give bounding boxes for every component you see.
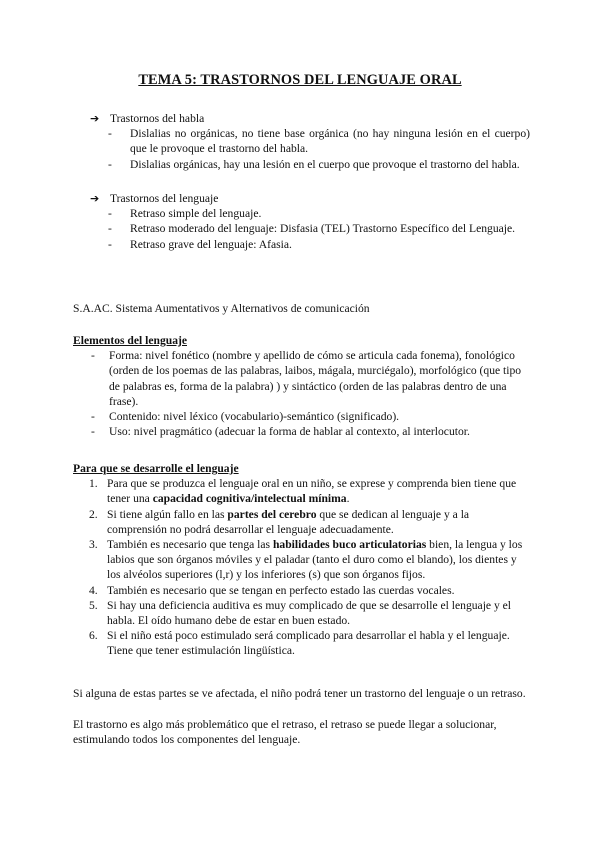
dash-bullet: - [108, 157, 112, 171]
list-item: - Retraso moderado del lenguaje: Disfasia (TEL) Trastorno Específico del Lenguaje. [108, 222, 516, 236]
list-item: - Forma: nivel fonético (nombre y apellido de cómo se articula cada fonema), fonológico (orden de los poemas de las palabras, laibos, mágala, murciégalo), morfológico (que tipo de palabras es, forma de la palabra) ) y sintáctico (orden de las palabras dentro de una frase). [91, 349, 522, 408]
page-title: TEMA 5: TRASTORNOS DEL LENGUAJE ORAL [138, 72, 462, 88]
list-item: 5. Si hay una deficiencia auditiva es muy complicado de que se desarrolle el lenguaje y el habla. El oído humano debe de estar en buen estado. [89, 598, 512, 628]
arrow-icon: ➔ [90, 112, 100, 125]
numbered-list [73, 476, 528, 658]
outline-label: Trastornos del lenguaje [110, 192, 219, 205]
list-item: - Contenido: nivel léxico (vocabulario)-semántico (significado). [91, 410, 400, 424]
closing-paragraph: El trastorno es algo más problemático que el retraso, el retraso se puede llegar a solucionar, estimulando todos los componentes del lenguaje. [73, 718, 497, 747]
list-item: 1. Para que se produzca el lenguaje oral en un niño, se exprese y comprenda bien tiene que tener una capacidad cognitiva/intelectual mínima. [89, 477, 517, 506]
list-item: 3. También es necesario que tenga las habilidades buco articulatorias bien, la lengua y los labios que son órganos móviles y el paladar (tanto el duro como el blando), los dientes y los alvéolos superiores (l,r) y los inferiores (s) que son órganos fijos. [89, 538, 523, 582]
outline-label: Trastornos del habla [110, 112, 205, 125]
list-item: - Uso: nivel pragmático (adecuar la forma de hablar al contexto, al interlocutor. [91, 425, 470, 439]
dash-bullet: - [108, 237, 112, 251]
list-item: 6. Si el niño está poco estimulado será complicado para desarrollar el habla y el lenguaje. Tiene que tener estimulación lingüística. [89, 629, 510, 658]
section-heading: Elementos del lenguaje [73, 334, 187, 347]
list-item: - Dislalias no orgánicas, no tiene base orgánica (no hay ninguna lesión en el cuerpo) que le provoque el trastorno del habla. [108, 127, 530, 156]
dash-bullet: - [108, 222, 112, 236]
sub-list [90, 126, 530, 172]
outline-lenguaje [90, 191, 530, 252]
elementos-section [73, 333, 528, 439]
outline-item [90, 191, 530, 206]
arrow-icon: ➔ [90, 192, 100, 205]
dash-bullet: - [108, 207, 112, 221]
section-heading: Para que se desarrolle el lenguaje [73, 462, 239, 475]
dash-bullet: - [91, 349, 95, 363]
list-item: - Retraso simple del lenguaje. [108, 207, 262, 221]
sub-list [90, 206, 530, 252]
closing-paragraph: Si alguna de estas partes se ve afectada, el niño podrá tener un trastorno del lenguaje o un retraso. [73, 687, 526, 700]
dash-bullet: - [108, 127, 112, 141]
outline-item [90, 111, 530, 126]
outline-habla [90, 111, 530, 172]
dash-bullet: - [91, 425, 95, 439]
list-item: 2. Si tiene algún fallo en las partes del cerebro que se dedican al lenguaje y a la comprensión no podrá desarrollar el lenguaje adecuadamente. [89, 507, 470, 536]
list-item: - Retraso grave del lenguaje: Afasia. [108, 237, 292, 251]
list-item: 4. También es necesario que se tengan en perfecto estado las cuerdas vocales. [89, 583, 455, 597]
dash-list [73, 348, 528, 439]
dash-bullet: - [91, 410, 95, 424]
desarrollo-section [73, 461, 528, 659]
list-item: - Dislalias orgánicas, hay una lesión en el cuerpo que provoque el trastorno del habla. [108, 157, 520, 171]
saac-line: S.A.AC. Sistema Aumentativos y Alternativos de comunicación [73, 302, 370, 315]
